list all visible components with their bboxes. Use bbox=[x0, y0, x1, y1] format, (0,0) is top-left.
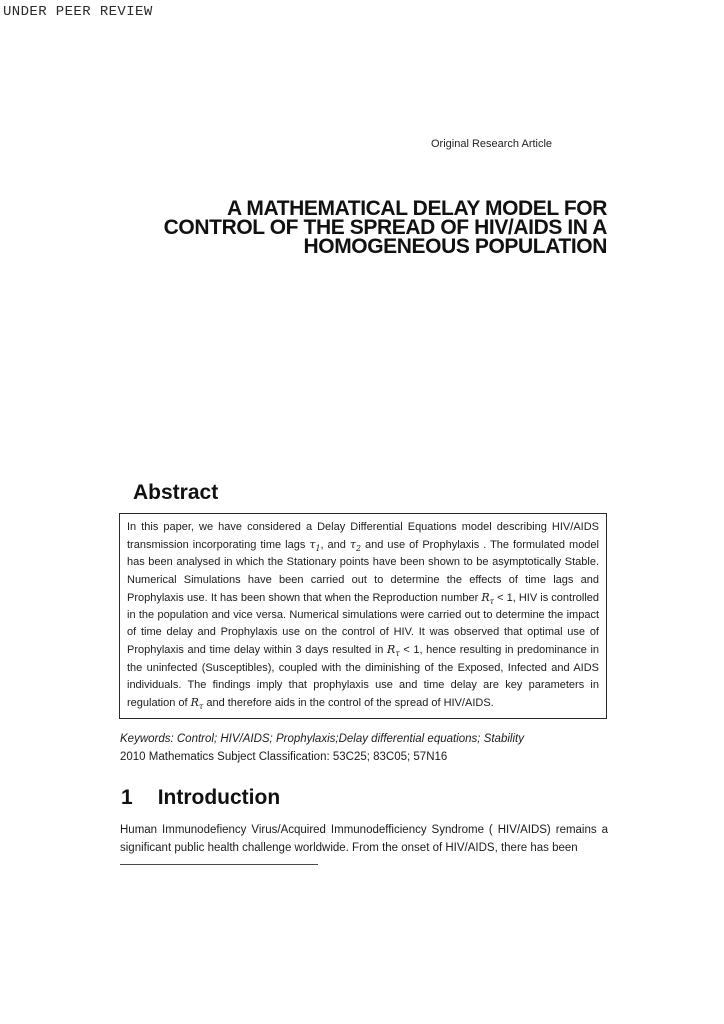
section-heading-introduction bbox=[121, 786, 280, 810]
section-title: Introduction bbox=[157, 786, 281, 809]
footnote-rule bbox=[120, 864, 318, 865]
msc-line: 2010 Mathematics Subject Classification: 53C25; 83C05; 57N16 bbox=[120, 751, 448, 763]
abstract-text-3: and use of Prophylaxis . The formulated model has been analysed in which the Stationary points have been shown to be asymptotically Stable. Numerical Simulations have been carried out to determine the effects of time lags and Prophylaxis use. It has been shown that when the Reproduction number bbox=[127, 539, 599, 604]
paper-title-line-3: HOMOGENEOUS POPULATION bbox=[303, 235, 607, 258]
tau2-symbol: $\tau_2$ bbox=[349, 538, 362, 554]
abstract-text-5: < 1, hence resulting in predominance in the uninfected (Susceptibles), coupled with the diminishing of the Exposed, Infected and AIDS individuals. The findings imply that prophylaxis use and time delay are key parameters in regulation of bbox=[127, 644, 600, 710]
section-number: 1 bbox=[121, 786, 133, 809]
article-type-label: Original Research Article bbox=[431, 138, 553, 150]
introduction-paragraph: Human Immunodefiency Virus/Acquired Immunodefficiency Syndrome ( HIV/AIDS) remains a significant public health challenge worldwide. From the onset of HIV/AIDS, there has been bbox=[120, 824, 608, 854]
paper-title-line-1: A MATHEMATICAL DELAY MODEL FOR bbox=[226, 197, 607, 220]
tau1-symbol: $\tau_1$ bbox=[309, 538, 321, 554]
r-tau-symbol: $R_\tau$ bbox=[190, 696, 204, 712]
abstract-text-1: In this paper, we have considered a Delay Differential Equations model describing HIV/AIDS transmission incorporating time lags bbox=[127, 521, 599, 552]
r-tau-symbol: $R_\tau$ bbox=[387, 643, 400, 659]
r-tau-symbol: $R_\tau$ bbox=[481, 590, 495, 606]
paper-title-line-2: CONTROL OF THE SPREAD OF HIV/AIDS IN A bbox=[163, 216, 607, 239]
peer-review-watermark: UNDER PEER REVIEW bbox=[3, 4, 153, 20]
abstract-heading: Abstract bbox=[133, 481, 219, 504]
abstract-text-2: , and bbox=[320, 539, 350, 552]
paper-title bbox=[120, 199, 607, 256]
abstract-box bbox=[119, 513, 607, 719]
abstract-text-4: < 1, HIV is controlled in the population and vice versa. Numerical simulations were carried out to determine the impact of time delay and Prophylaxis use on the control of HIV. It was observed that optimal use of Prophylaxis and time delay within 3 days resulted in bbox=[127, 591, 600, 657]
keywords-line: Keywords: Control; HIV/AIDS; Prophylaxis;Delay differential equations; Stability bbox=[120, 733, 524, 745]
abstract-text-6: and therefore aids in the control of the spread of HIV/AIDS. bbox=[203, 697, 494, 710]
